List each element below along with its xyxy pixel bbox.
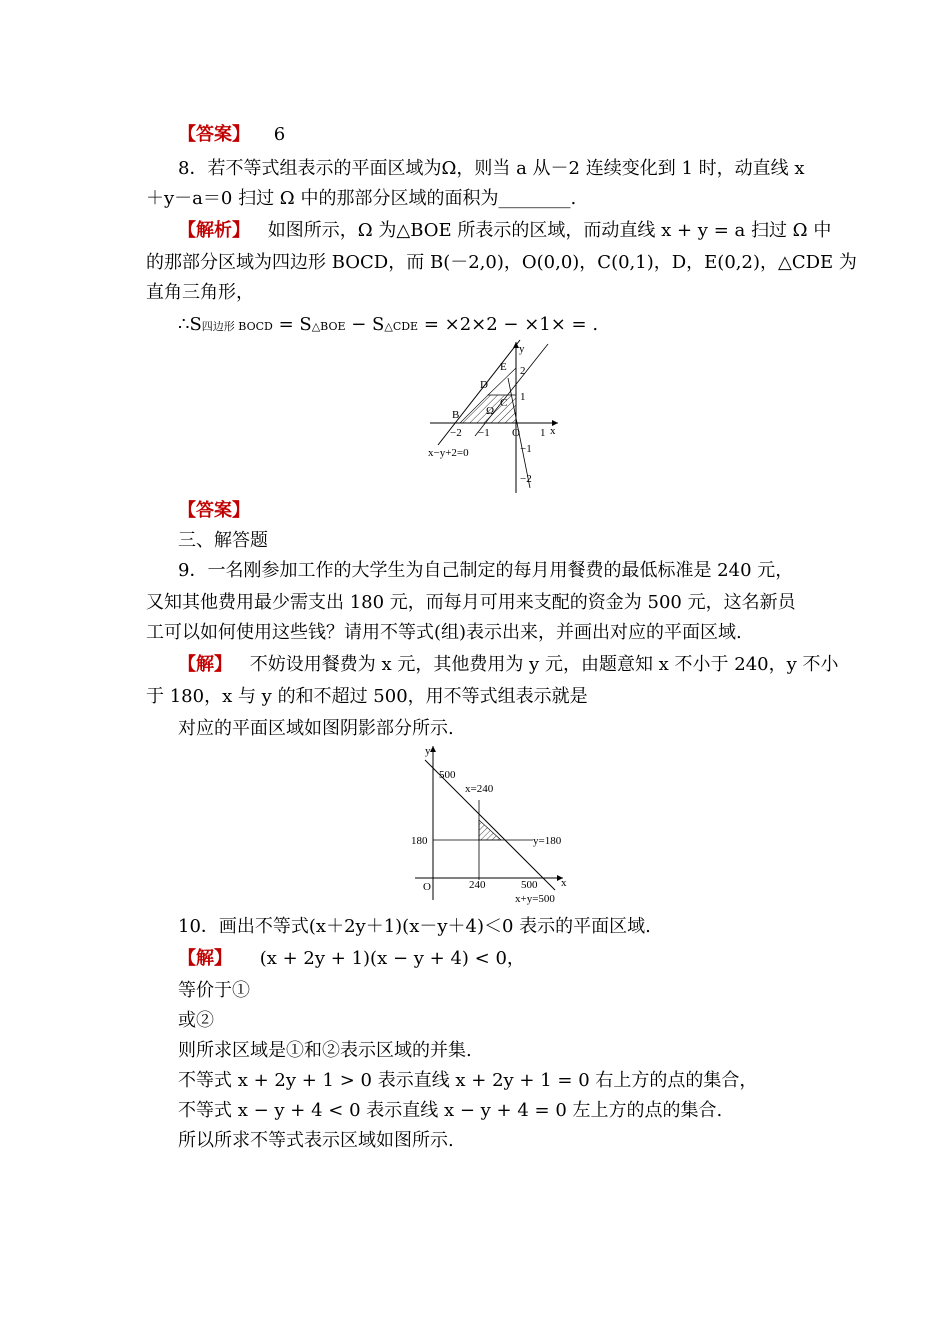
label-o: O <box>423 881 431 893</box>
solution-8-line-2: 的那部分区域为四边形 BOCD，而 B(－2,0)，O(0,0)，C(0,1)，D，E(0,2)，△CDE 为 <box>146 252 857 273</box>
solution-9-line-1 <box>178 654 839 676</box>
answer-line-8 <box>178 500 250 522</box>
label-o: O <box>512 427 520 439</box>
answer-line-7 <box>178 124 285 146</box>
formula-part: = S <box>272 314 312 335</box>
label-c: C <box>500 397 508 409</box>
line-label: x+y=500 <box>515 893 555 905</box>
formula-part: = ×2×2 − ×1× = . <box>418 314 599 335</box>
tick-x-1: 1 <box>540 427 546 439</box>
label-y-180: y=180 <box>533 835 562 847</box>
formula-subscript: △CDE <box>384 320 419 333</box>
label-e: E <box>500 361 507 373</box>
formula-part: − S <box>345 314 385 335</box>
solution-10-line-3: 或② <box>178 1010 214 1031</box>
formula-part: ∴S <box>178 314 202 335</box>
question-9-line-3: 工可以如何使用这些钱？请用不等式(组)表示出来，并画出对应的平面区域. <box>146 622 742 643</box>
tick-y-neg2: −2 <box>520 473 532 485</box>
label-x-240: x=240 <box>465 783 494 795</box>
solution-9-line-3: 对应的平面区域如图阴影部分所示. <box>178 718 454 739</box>
label-x: x <box>561 877 567 889</box>
solution-10-line-7: 所以所求不等式表示区域如图所示. <box>178 1130 454 1151</box>
solution-10-line-6: 不等式 x − y + 4 < 0 表示直线 x − y + 4 = 0 左上方的点的集合. <box>178 1100 723 1121</box>
solution-tag: 【解】 <box>178 948 232 969</box>
analysis-tag: 【解析】 <box>178 220 250 241</box>
label-240: 240 <box>469 879 486 891</box>
solution-8-line-3: 直角三角形， <box>146 282 254 303</box>
tick-y-2: 2 <box>520 365 526 377</box>
answer-tag: 【答案】 <box>178 124 250 145</box>
solution-10-line-1 <box>178 948 525 970</box>
question-10-line-1: 10．画出不等式(x＋2y＋1)(x－y＋4)＜0 表示的平面区域. <box>178 916 651 937</box>
solution-8-text-1: 如图所示，Ω 为△BOE 所表示的区域，而动直线 x + y = a 扫过 Ω 中 <box>267 220 832 241</box>
line-label: x−y+2=0 <box>428 447 469 459</box>
label-500-x: 500 <box>521 879 538 891</box>
tick-x-neg2: −2 <box>450 427 462 439</box>
label-180: 180 <box>411 835 428 847</box>
figure-budget-region <box>405 740 575 908</box>
formula-subscript: △BOE <box>311 320 346 333</box>
label-y: y <box>519 343 525 355</box>
answer-tag: 【答案】 <box>178 500 250 521</box>
solution-10-line-4: 则所求区域是①和②表示区域的并集. <box>178 1040 472 1061</box>
solution-8-formula <box>178 314 598 338</box>
tick-x-neg1: −1 <box>478 427 490 439</box>
label-omega: Ω <box>486 405 495 417</box>
answer-value: 6 <box>273 124 286 145</box>
label-b: B <box>452 409 460 421</box>
tick-y-neg1: −1 <box>520 443 532 455</box>
label-500-y: 500 <box>439 769 456 781</box>
solution-10-line-5: 不等式 x + 2y + 1 > 0 表示直线 x + 2y + 1 = 0 右上方的点的集合， <box>178 1070 758 1091</box>
section-title: 三、解答题 <box>178 530 268 551</box>
figure-region-omega <box>420 338 570 496</box>
label-x: x <box>550 425 556 437</box>
solution-10-text-1: (x + 2y + 1)(x − y + 4) < 0， <box>259 948 525 969</box>
solution-10-line-2: 等价于① <box>178 980 250 1001</box>
solution-8-line-1 <box>178 220 831 242</box>
question-9-line-2: 又知其他费用最少需支出 180 元，而每月可用来支配的资金为 500 元，这名新员 <box>146 592 796 613</box>
question-8-line-2: ＋y－a＝0 扫过 Ω 中的那部分区域的面积为________. <box>146 188 577 209</box>
solution-9-text-1: 不妨设用餐费为 x 元，其他费用为 y 元，由题意知 x 不小于 240，y 不小 <box>249 654 839 675</box>
solution-9-line-2: 于 180，x 与 y 的和不超过 500，用不等式组表示就是 <box>146 686 588 707</box>
label-y: y <box>425 745 431 757</box>
formula-subscript: 四边形 BOCD <box>201 320 273 333</box>
label-d: D <box>480 379 488 391</box>
y-axis-arrow <box>430 746 436 752</box>
tick-y-1: 1 <box>520 391 526 403</box>
shaded-region <box>479 820 501 840</box>
solution-tag: 【解】 <box>178 654 232 675</box>
question-8-line-1: 8．若不等式组表示的平面区域为Ω，则当 a 从－2 连续变化到 1 时，动直线 x <box>178 158 805 179</box>
question-9-line-1: 9．一名刚参加工作的大学生为自己制定的每月用餐费的最低标准是 240 元， <box>178 560 794 581</box>
